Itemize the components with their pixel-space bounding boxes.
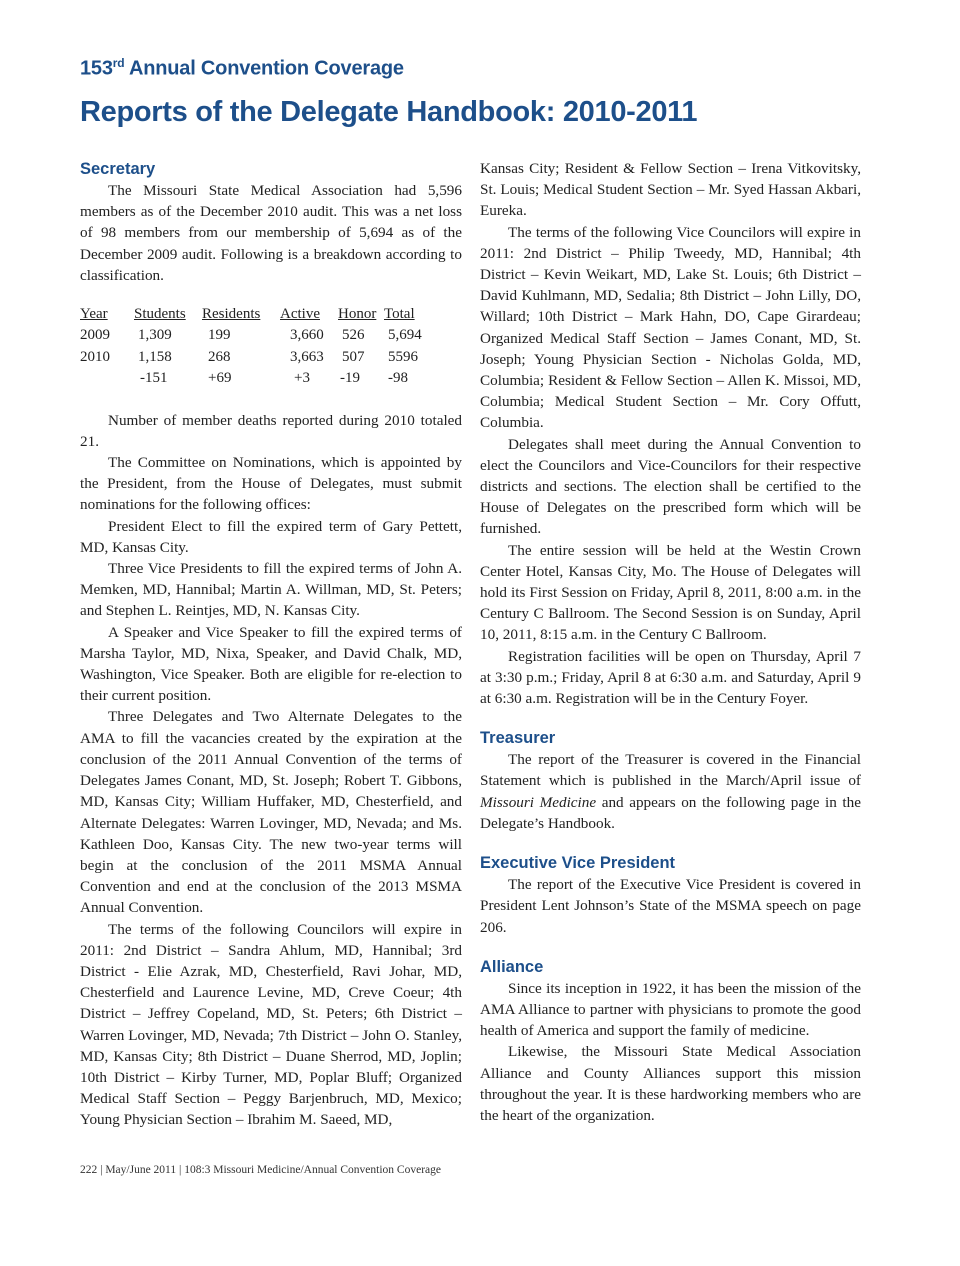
issue-date: May/June 2011 — [105, 1164, 177, 1176]
membership-table — [80, 304, 428, 390]
table-header: Total — [384, 306, 415, 323]
secretary-paragraph: The terms of the following Vice Councilors will expire in 2011: 2nd District – Philip Tweedy, MD, Hannibal; 4th District – Kevin Weikart, MD, Lake St. Louis; 6th District – David Kuhlmann, MD, Sedalia; 8th District – John Lilly, DO, Willard; 10th District – Mark Hahn, DO, Cape Girardeau; Organized Medical Staff Section – James Conant, MD, St. Joseph; Young Physician Section - Nicholas Golda, MD, Columbia; Resident & Fellow Section – Allen K. Missoi, MD, Columbia; Medical Student Section – Mr. Cory Offutt, Columbia. — [480, 223, 861, 432]
table-cell: 1,309 — [138, 327, 172, 344]
secretary-paragraph: The Committee on Nominations, which is appointed by the President, from the House of Delegates, must submit nominations for the following offices: — [80, 454, 462, 514]
table-cell: -98 — [388, 370, 408, 387]
secretary-paragraph: Registration facilities will be open on Thursday, April 7 at 3:30 p.m.; Friday, April 8 at 6:30 a.m. and Saturday, April 9 at 6:30 a.m. Registration will be in the Century Foyer. — [480, 647, 861, 708]
table-cell: 2010 — [80, 348, 110, 365]
table-header: Year — [80, 306, 108, 323]
footer-separator: | — [100, 1164, 103, 1176]
secretary-paragraph: Three Vice Presidents to fill the expired terms of John A. Memken, MD, Hannibal; Martin A. Willman, MD, St. Peters; and Stephen L. Reintjes, MD, N. Kansas City. — [80, 560, 462, 620]
secretary-heading: Secretary — [80, 160, 156, 178]
table-row — [80, 368, 428, 389]
secretary-paragraph: The terms of the following Councilors will expire in 2011: 2nd District – Sandra Ahlum, MD, Hannibal; 3rd District - Elie Azrak, MD, Chesterfield, Ravi Johar, MD, Chesterfield and Laurence Levine, MD, Creve Coeur; 4th District – Jeffrey Copeland, MD, St. Peters; 6th District – Warren Lovinger, MD, Nevada; 7th District – John O. Stanley, MD, Kansas City; 8th District – Duane Sherrod, MD, Joplin; 10th District – Kirby Turner, MD, Poplar Bluff; Organized Medical Staff Section – Peggy Barjenbruch, MD, Mexico; Young Physician Section – Ibrahim M. Saeed, MD, — [80, 920, 462, 1129]
evp-heading: Executive Vice President — [480, 854, 676, 873]
treasurer-heading: Treasurer — [480, 729, 556, 748]
secretary-paragraph: Number of member deaths reported during 2010 totaled 21. — [80, 411, 462, 450]
table-cell: 5,694 — [388, 327, 422, 344]
table-cell: 3,660 — [290, 327, 324, 344]
table-header: Residents — [202, 306, 261, 323]
table-cell: 507 — [342, 348, 365, 365]
secretary-paragraph: The entire session will be held at the Westin Crown Center Hotel, Kansas City, Mo. The House of Delegates will hold its First Session on Friday, April 8, 2011, 8:00 a.m. in the Century C Ballroom. The Second Session is on Sunday, April 10, 2011, 8:15 a.m. in the Century C Ballroom. — [480, 541, 861, 644]
table-cell: 1,158 — [138, 348, 172, 365]
page-number: 222 — [80, 1164, 98, 1176]
secretary-paragraph: A Speaker and Vice Speaker to fill the expired terms of Marsha Taylor, MD, Nixa, Speaker, and David Chalk, MD, Washington, Vice Speaker. Both are eligible for re-election to their current position. — [80, 623, 462, 705]
table-cell: 199 — [208, 327, 231, 344]
table-row — [80, 347, 428, 368]
table-cell: 3,663 — [290, 348, 324, 365]
alliance-paragraph: Since its inception in 1922, it has been the mission of the AMA Alliance to partner with physicians to promote the good health of America and support the family of medicine. — [480, 979, 861, 1040]
alliance-paragraph: Likewise, the Missouri State Medical Association Alliance and County Alliances support this mission throughout the year. It is these hardworking members who are the heart of the organization. — [480, 1043, 861, 1124]
table-header-row — [80, 304, 428, 325]
left-column — [80, 158, 462, 1131]
table-cell: +3 — [294, 370, 310, 387]
treasurer-text: and appears on the following page in the Delegate’s Handbook. — [480, 793, 861, 832]
kicker-number: 153 — [80, 57, 113, 80]
table-cell: 268 — [208, 348, 231, 365]
evp-paragraph: The report of the Executive Vice President is covered in President Lent Johnson’s State of the MSMA speech on page 206. — [480, 876, 861, 936]
table-cell: 526 — [342, 327, 365, 344]
journal-name: Missouri Medicine — [480, 793, 597, 811]
table-cell: +69 — [208, 370, 232, 387]
section-kicker — [80, 56, 404, 81]
page-footer — [80, 1164, 441, 1176]
table-cell: -19 — [340, 370, 360, 387]
table-cell: -151 — [140, 370, 168, 387]
alliance-heading: Alliance — [480, 957, 544, 976]
page-title: Reports of the Delegate Handbook: 2010-2011 — [80, 96, 698, 128]
table-header: Students — [134, 306, 186, 323]
table-header: Active — [280, 306, 320, 323]
treasurer-paragraph — [480, 749, 861, 834]
right-column — [480, 158, 861, 1126]
secretary-intro: The Missouri State Medical Association had 5,596 members as of the December 2010 audit. This was a net loss of 98 members from our membership of 5,694 as of the December 2009 audit. Following is a breakdown according to classification. — [80, 182, 462, 284]
kicker-superscript: rd — [112, 56, 125, 70]
table-cell: 5596 — [388, 348, 418, 365]
table-row — [80, 325, 428, 346]
treasurer-text: The report of the Treasurer is covered in the Financial Statement which is published in the March/April issue of — [480, 751, 861, 790]
table-cell — [80, 368, 134, 389]
secretary-paragraph: Delegates shall meet during the Annual Convention to elect the Councilors and Vice-Councilors for their respective districts and sections. The election shall be certified to the House of Delegates on the prescribed form which will be furnished. — [480, 435, 861, 538]
footer-separator: | — [179, 1164, 182, 1176]
table-header: Honor — [338, 306, 377, 323]
secretary-paragraph: Three Delegates and Two Alternate Delegates to the AMA to fill the vacancies created by the expiration at the conclusion of the 2011 Annual Convention of the terms of Delegates James Conant, MD, St. Joseph; Robert T. Gibbons, MD, Kansas City; William Huffaker, MD, Chesterfield, and Alternate Delegates: Warren Lovinger, MD, Nevada; and Ms. Kathleen Doo, Kansas City. The new two-year terms will begin at the conclusion of the 2011 MSMA Annual Convention and end at the conclusion of the 2013 MSMA Annual Convention. — [80, 708, 462, 917]
table-cell: 2009 — [80, 327, 110, 344]
secretary-paragraph: President Elect to fill the expired term of Gary Pettett, MD, Kansas City. — [80, 517, 462, 556]
secretary-continued: Kansas City; Resident & Fellow Section – Irena Vitkovitsky, St. Louis; Medical Student Section – Mr. Syed Hassan Akbari, Eureka. — [480, 160, 861, 220]
kicker-text: Annual Convention Coverage — [124, 57, 404, 80]
journal-citation: 108:3 Missouri Medicine/Annual Convention Coverage — [184, 1164, 441, 1176]
